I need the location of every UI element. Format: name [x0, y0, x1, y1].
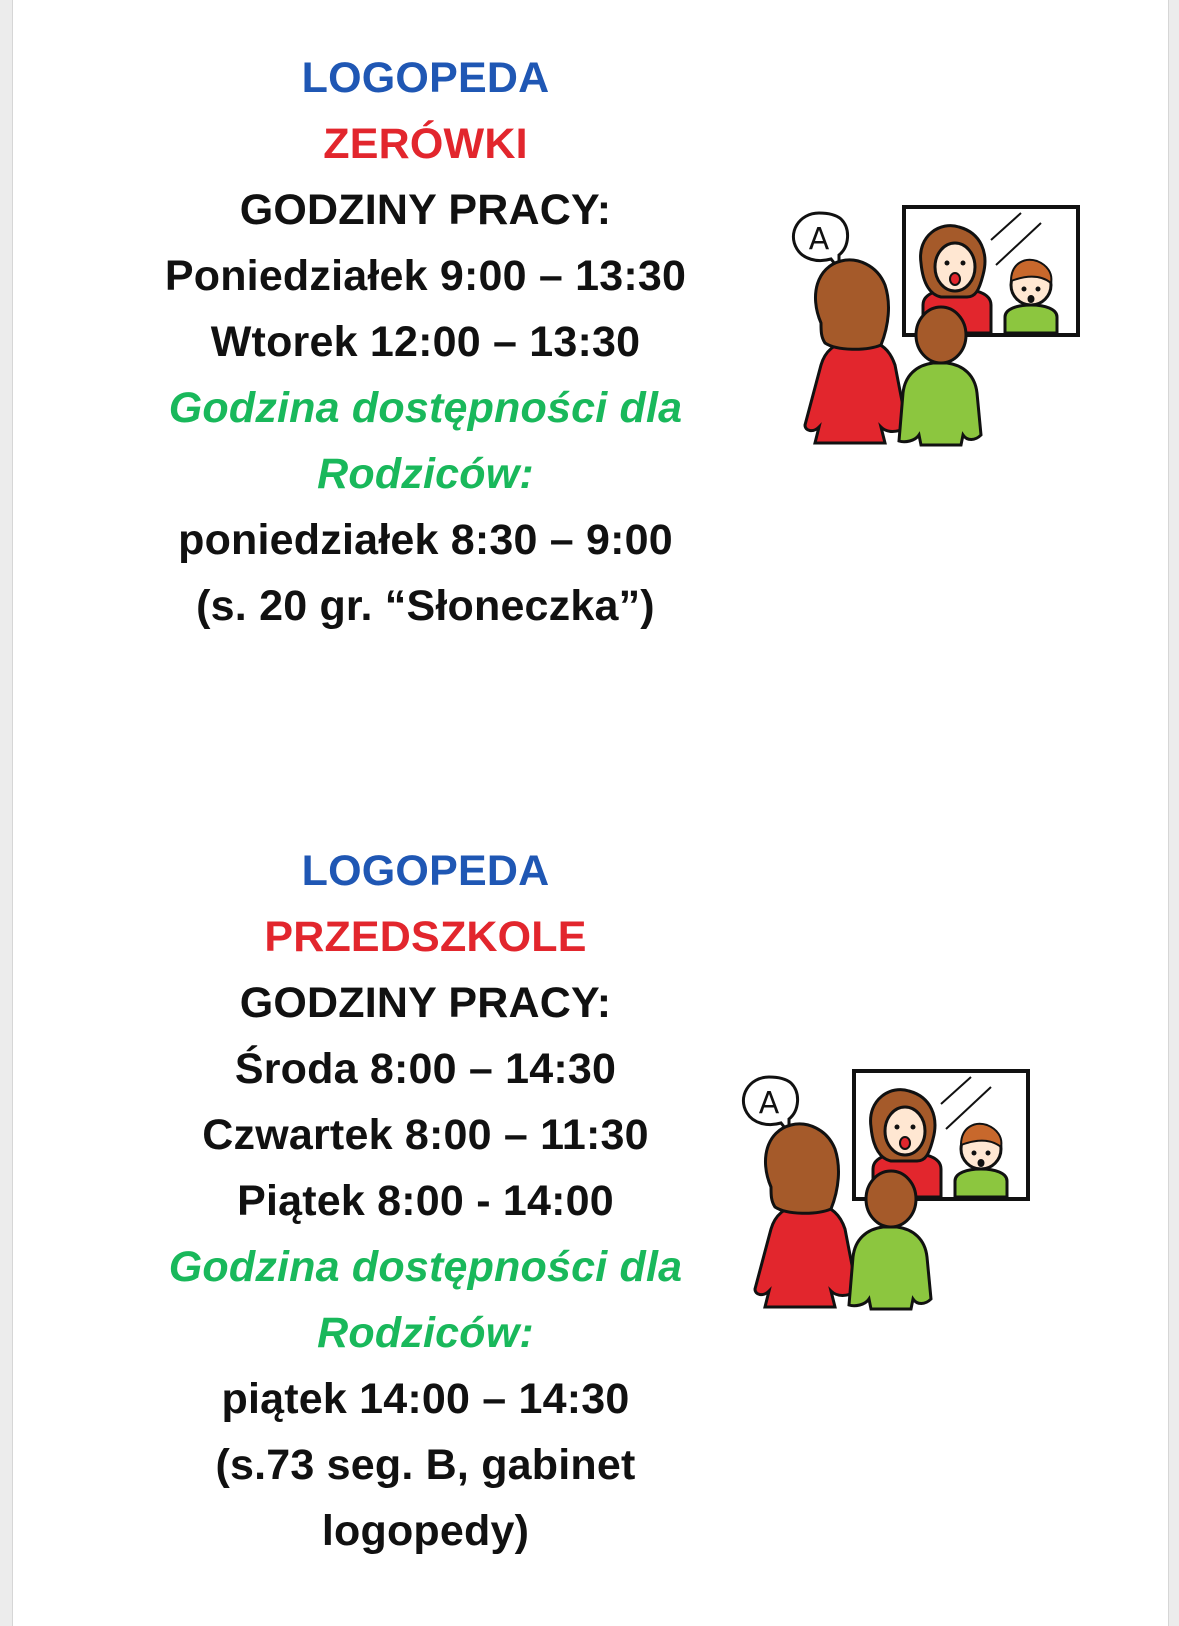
schedule-line: Piątek 8:00 - 14:00 — [237, 1177, 614, 1225]
parents-heading: Rodziców: — [317, 450, 534, 498]
parents-time: poniedziałek 8:30 – 9:00 — [178, 516, 673, 564]
therapist-figure — [755, 1124, 857, 1307]
parents-heading: Rodziców: — [317, 1309, 534, 1357]
location-line: logopedy) — [321, 1507, 530, 1555]
role-title: LOGOPEDA — [301, 54, 550, 102]
group-title: PRZEDSZKOLE — [264, 913, 587, 961]
hours-heading: GODZINY PRACY: — [239, 186, 612, 234]
therapist-figure — [805, 260, 907, 443]
schedule-line: Wtorek 12:00 – 13:30 — [210, 318, 641, 366]
section-przedszkole — [113, 838, 738, 1564]
schedule-line: Czwartek 8:00 – 11:30 — [202, 1111, 649, 1159]
location-line: (s. 20 gr. “Słoneczka”) — [196, 582, 655, 630]
role-title: LOGOPEDA — [301, 847, 550, 895]
hours-heading: GODZINY PRACY: — [239, 979, 612, 1027]
speech-therapy-mirror-icon — [791, 205, 1091, 475]
location-line: (s.73 seg. B, gabinet — [215, 1441, 636, 1489]
group-title: ZERÓWKI — [323, 120, 528, 168]
parents-heading: Godzina dostępności dla — [168, 384, 683, 432]
schedule-line: Środa 8:00 – 14:30 — [234, 1045, 617, 1093]
speech-letter: A — [808, 222, 830, 257]
section-zerowki — [113, 45, 738, 639]
speech-therapy-mirror-icon — [741, 1069, 1041, 1339]
parents-time: piątek 14:00 – 14:30 — [221, 1375, 630, 1423]
notice-page — [12, 0, 1169, 1626]
speech-letter: A — [758, 1086, 780, 1121]
parents-heading: Godzina dostępności dla — [168, 1243, 683, 1291]
schedule-line: Poniedziałek 9:00 – 13:30 — [164, 252, 687, 300]
